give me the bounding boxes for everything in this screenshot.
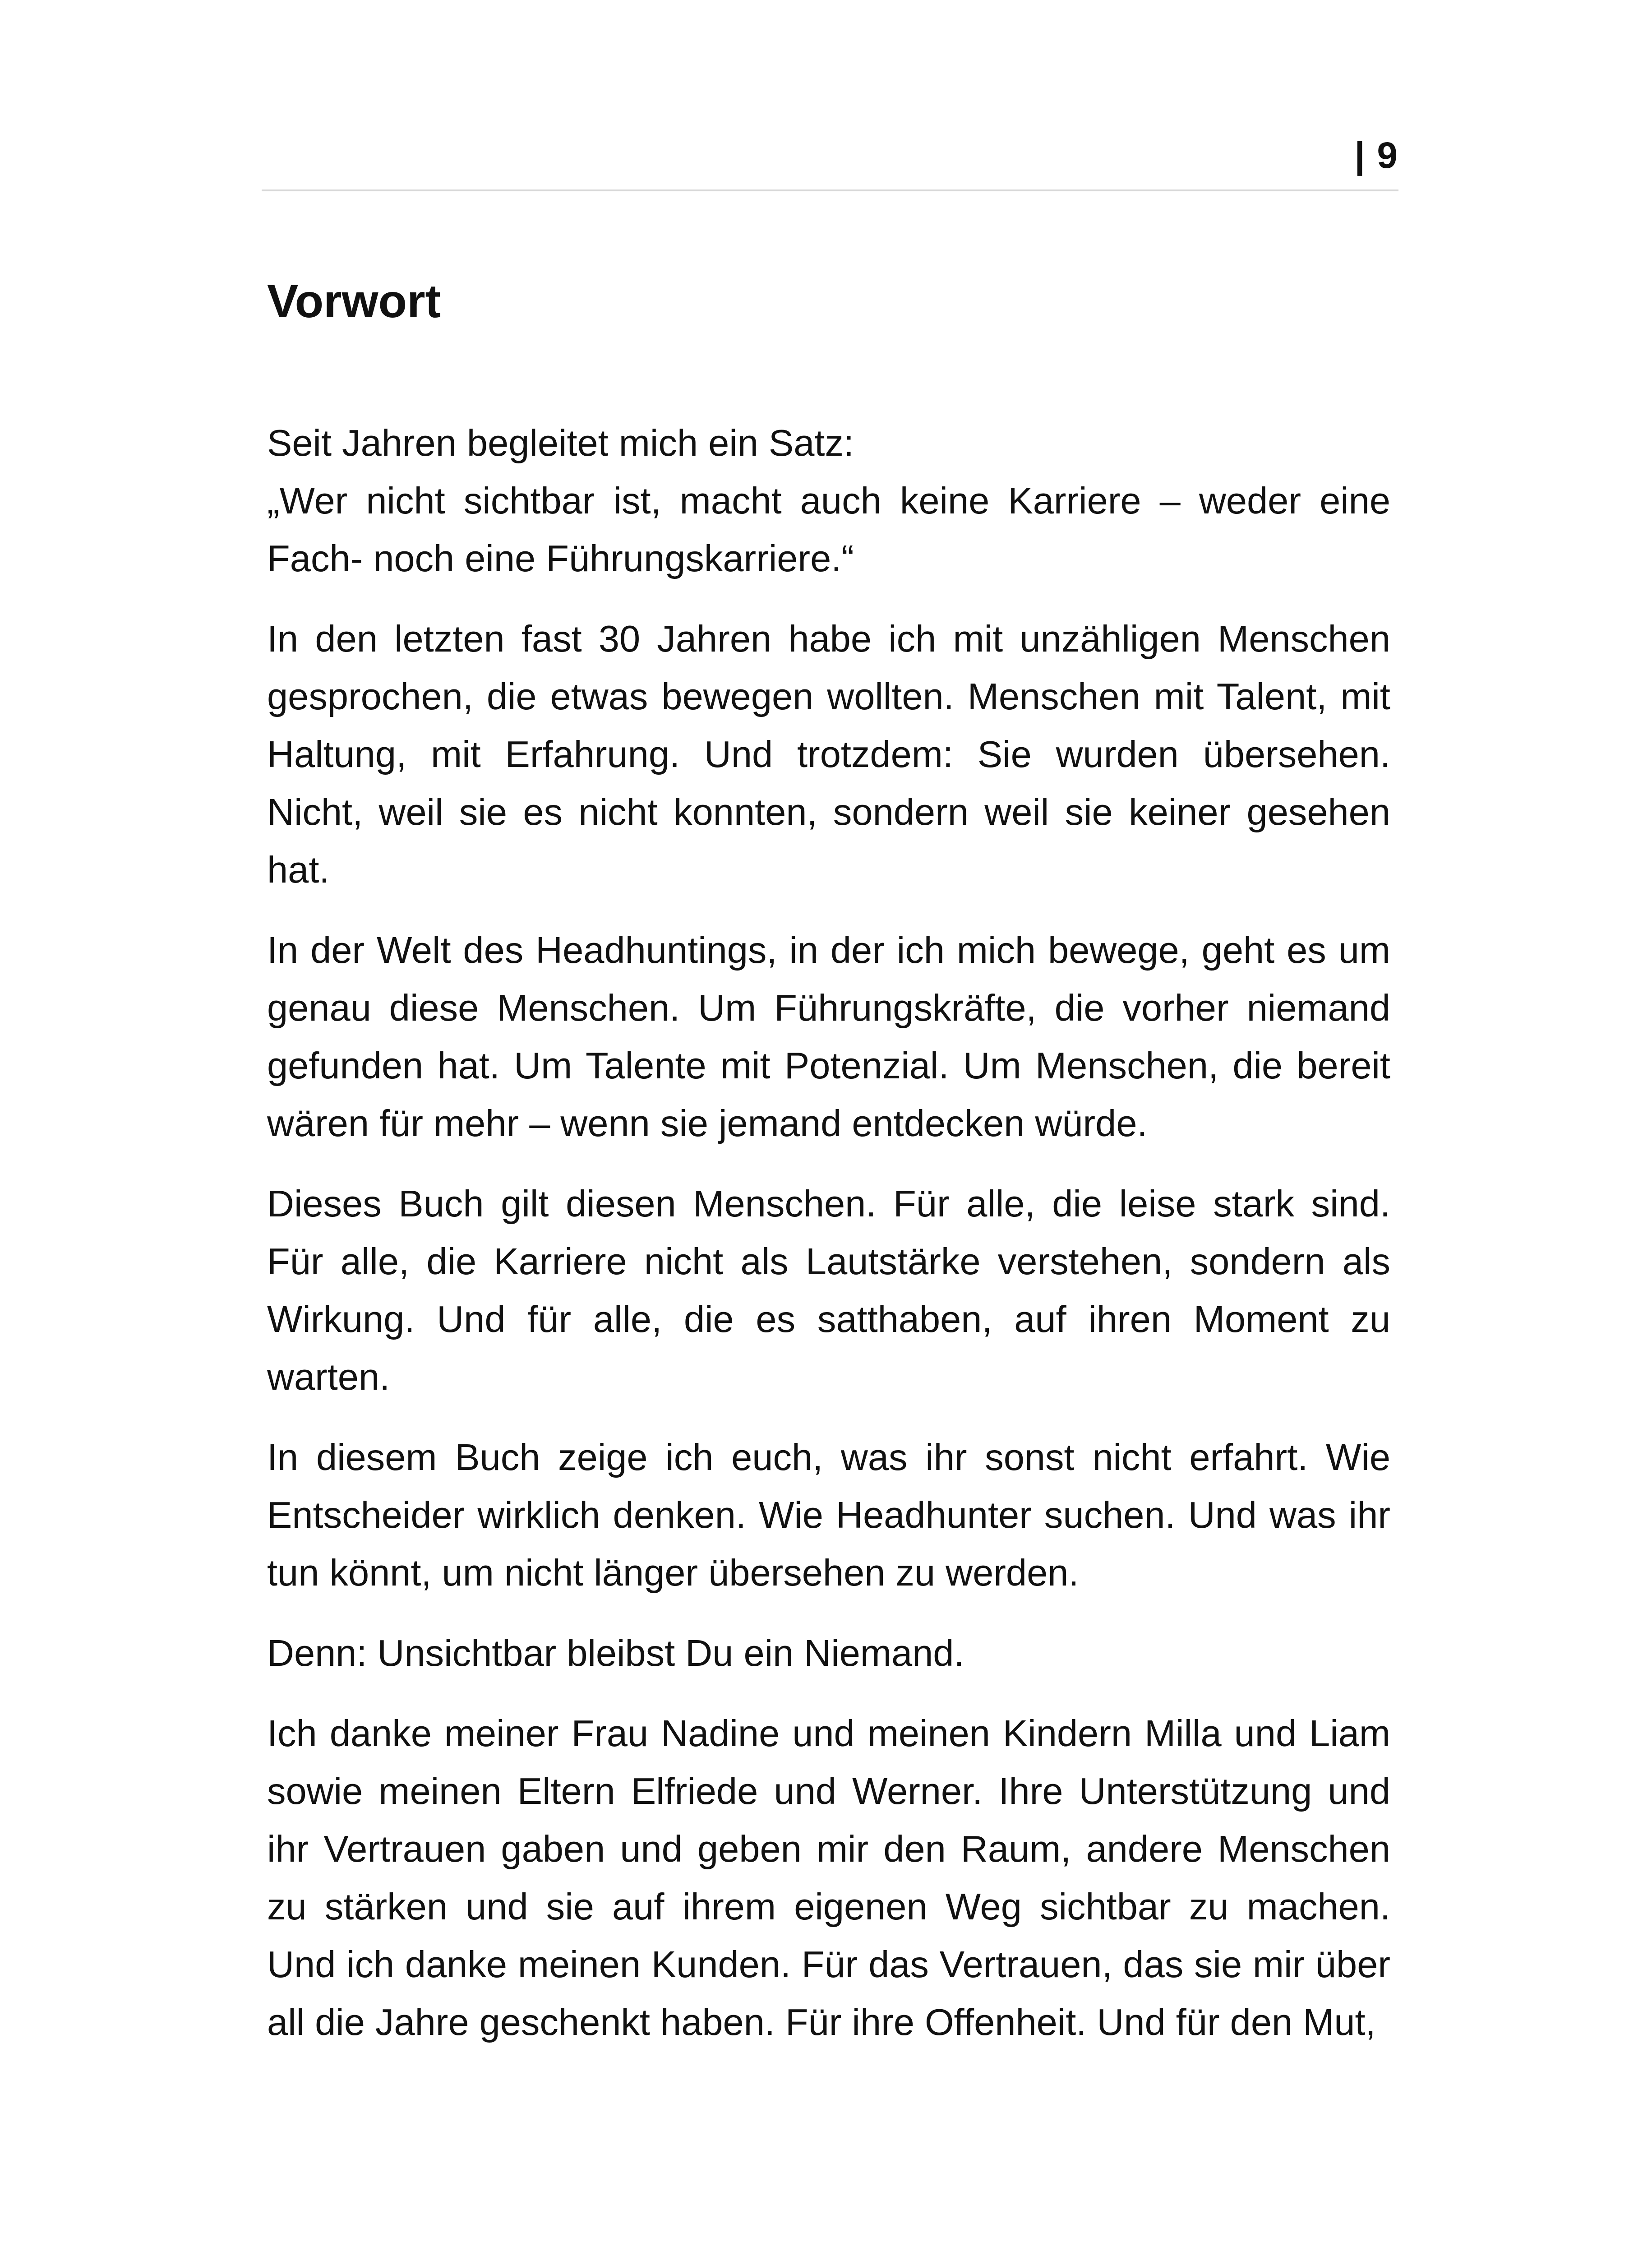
chapter-title: Vorwort [267,275,441,328]
page-number: | 9 [1354,135,1398,176]
opening-quote-block [267,414,1390,587]
paragraph-1: In den letzten fast 30 Jahren habe ich mit unzähligen Menschen gesprochen, die etwas bewegen wollten. Menschen mit Talent, mit Haltung, mit Erfahrung. Und trotzdem: Sie wurden übersehen. Nicht, weil sie es nicht konnten, sondern weil sie keiner gesehen hat. [267,618,1390,891]
document-content [267,270,1390,2051]
intro-line: Seit Jahren begleitet mich ein Satz: [267,422,854,464]
paragraph-6: Ich danke meiner Frau Nadine und meinen Kindern Milla und Liam sowie meinen Eltern Elfriede und Werner. Ihre Unterstützung und ihr Vertrauen gaben und geben mir den Raum, andere Menschen zu stärken und sie auf ihrem eigenen Weg sichtbar zu machen. Und ich danke meinen Kunden. Für das Vertrauen, das sie mir über all die Jahre geschenkt haben. Für ihre Offenheit. Und für den Mut, [267,1712,1390,2043]
quote-text: „Wer nicht sichtbar ist, macht auch keine Karriere – weder eine Fach- noch eine Führungskarriere.“ [267,480,1390,579]
paragraph-2: In der Welt des Headhuntings, in der ich mich bewege, geht es um genau diese Menschen. Um Führungskräfte, die vorher niemand gefunden hat. Um Talente mit Potenzial. Um Menschen, die bereit wären für mehr – wenn sie jemand entdecken würde. [267,929,1390,1144]
paragraph-4: In diesem Buch zeige ich euch, was ihr sonst nicht erfahrt. Wie Entscheider wirklich denken. Wie Headhunter suchen. Und was ihr tun könnt, um nicht länger übersehen zu werden. [267,1436,1390,1594]
paragraph-5: Denn: Unsichtbar bleibst Du ein Niemand. [267,1632,964,1674]
page-header [262,131,1398,191]
paragraph-3: Dieses Buch gilt diesen Menschen. Für alle, die leise stark sind. Für alle, die Karriere nicht als Lautstärke verstehen, sondern als Wirkung. Und für alle, die es satthaben, auf ihren Moment zu warten. [267,1183,1390,1398]
